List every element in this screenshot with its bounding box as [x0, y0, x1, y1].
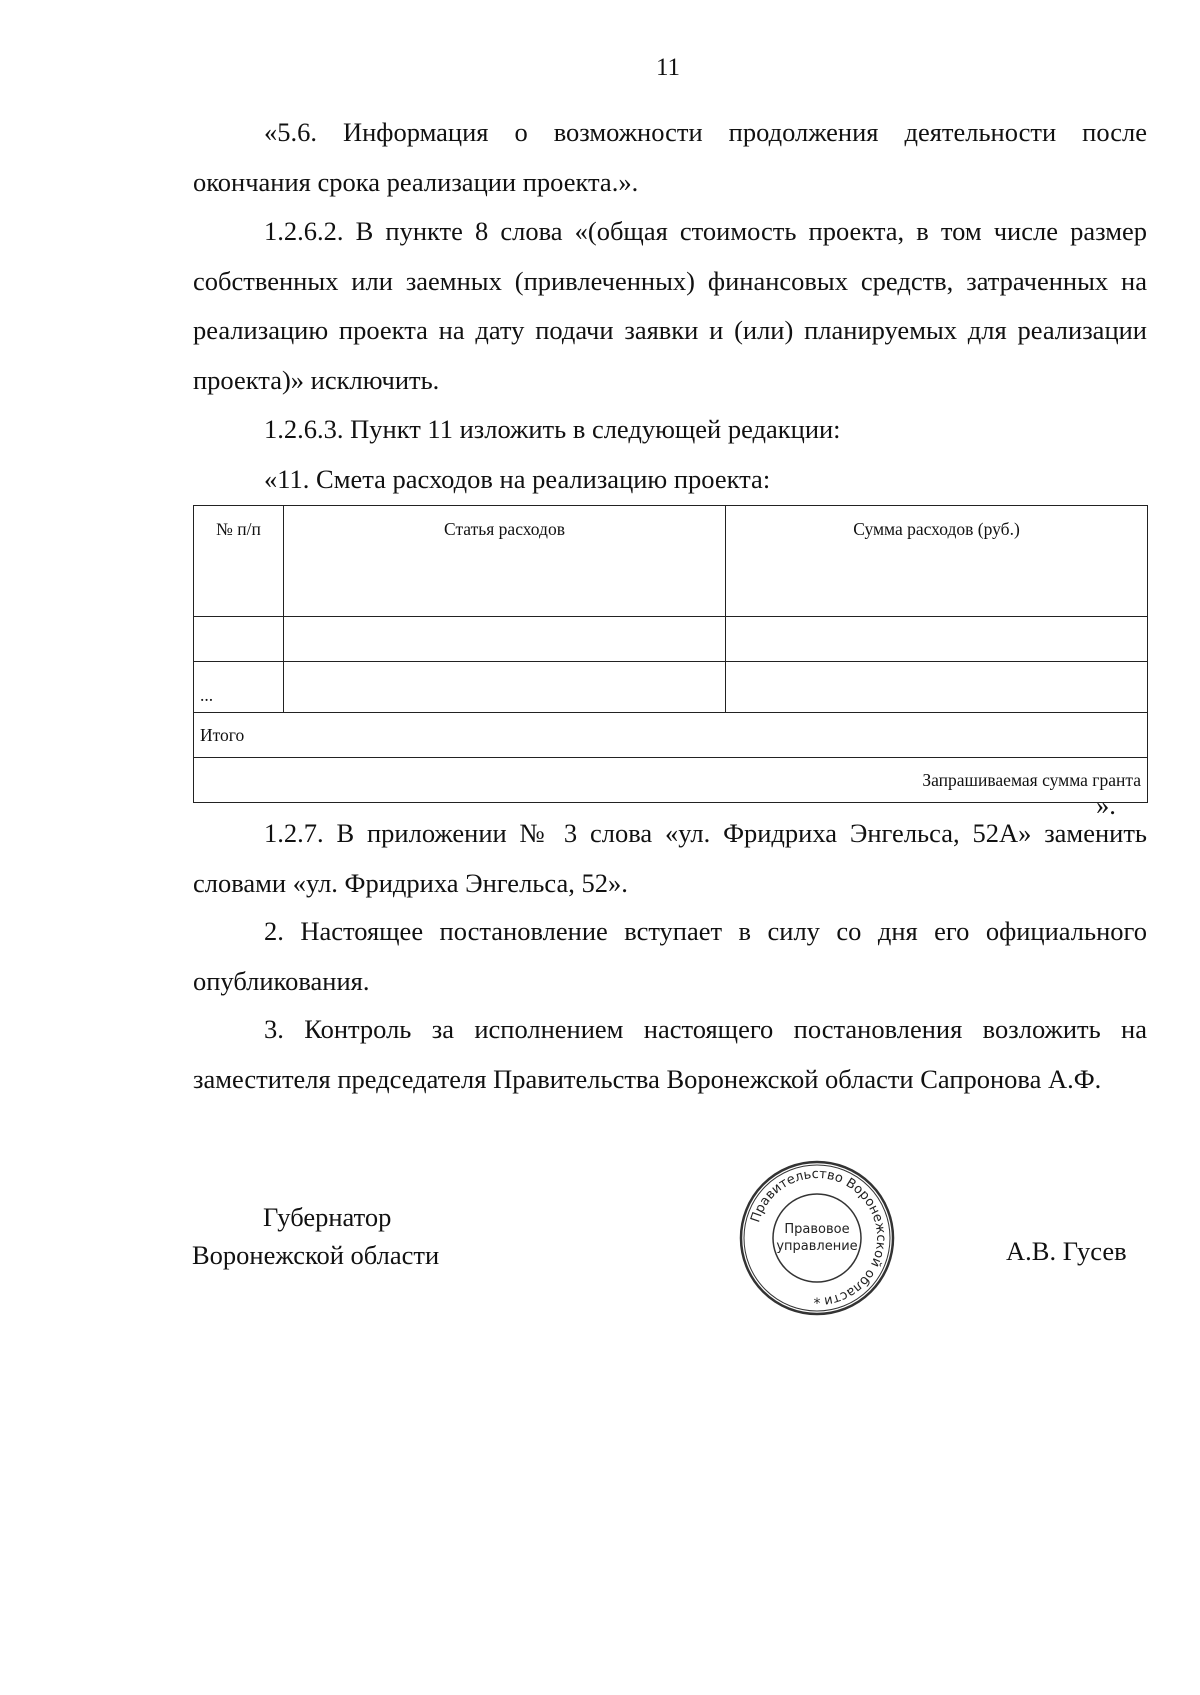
official-stamp [737, 1158, 897, 1318]
paragraph-3: 3. Контроль за исполнением настоящего постановления возложить на заместителя председателя Правительства Воронежской области Сапронова А.Ф. [193, 1014, 1147, 1094]
stamp-ring-text: Правительство Воронежской области [748, 1166, 889, 1309]
paragraph-5-6: «5.6. Информация о возможности продолжения деятельности после окончания срока реализации проекта.». [193, 117, 1147, 197]
signature-title-line1: Губернатор [263, 1202, 392, 1232]
signature-title-line2: Воронежской области [192, 1240, 440, 1270]
table-cell [726, 662, 1148, 713]
table-cell [726, 617, 1148, 662]
signature-title [192, 1198, 439, 1274]
estimate-table [193, 505, 1148, 803]
paragraph-1-2-6-2: 1.2.6.2. В пункте 8 слова «(общая стоимость проекта, в том числе размер собственных или заемных (привлеченных) финансовых средств, затраченных на реализацию проекта на дату подачи заявки и (или) планируемых для реализации проекта)» исключить. [193, 216, 1147, 395]
paragraph-1-2-7: 1.2.7. В приложении № 3 слова «ул. Фридриха Энгельса, 52А» заменить словами «ул. Фридриха Энгельса, 52». [193, 818, 1147, 898]
header-expense-sum: Сумма расходов (руб.) [726, 506, 1148, 617]
closing-quote: ». [1096, 790, 1116, 820]
table-header-row [194, 506, 1148, 617]
stamp-star-icon: * [813, 1296, 821, 1312]
svg-text:Правительство Воронежской обла [748, 1167, 888, 1309]
table-row [194, 662, 1148, 713]
stamp-center-line1: Правовое [784, 1222, 850, 1237]
total-label: Итого [194, 713, 1148, 758]
table-cell [284, 662, 726, 713]
page-number: 11 [655, 54, 681, 81]
table-cell: ... [194, 662, 284, 713]
stamp-center-line2: управление [776, 1239, 858, 1254]
paragraph-2: 2. Настоящее постановление вступает в силу со дня его официального опубликования. [193, 916, 1147, 996]
table-cell [284, 617, 726, 662]
grant-row [194, 758, 1148, 803]
signature-name: А.В. Гусев [1006, 1236, 1127, 1266]
header-number: № п/п [194, 506, 284, 617]
paragraph-estimate-title: «11. Смета расходов на реализацию проекта: [264, 464, 771, 494]
grant-label: Запрашиваемая сумма гранта [194, 758, 1148, 803]
total-row [194, 713, 1148, 758]
table-cell [194, 617, 284, 662]
header-expense-item: Статья расходов [284, 506, 726, 617]
paragraph-1-2-6-3: 1.2.6.3. Пункт 11 изложить в следующей редакции: [264, 414, 841, 444]
table-row [194, 617, 1148, 662]
